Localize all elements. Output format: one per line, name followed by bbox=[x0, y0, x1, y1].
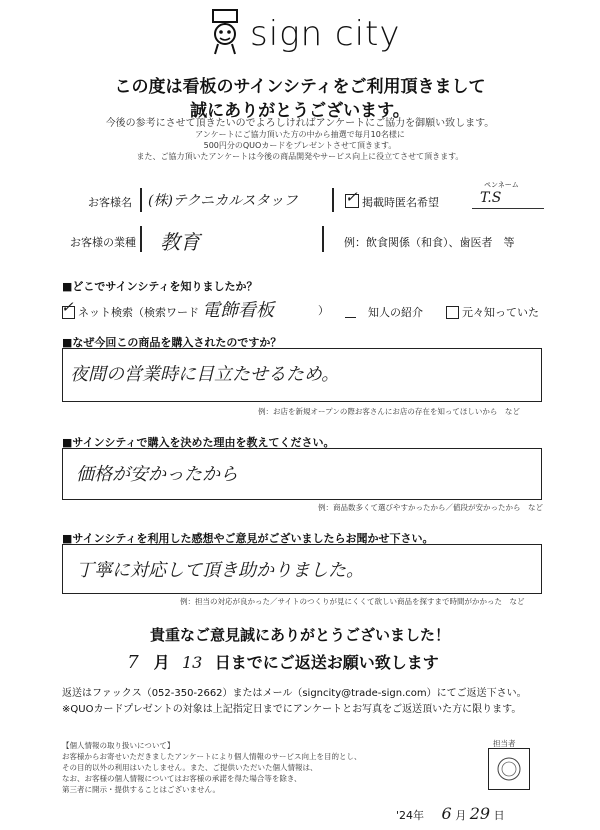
title-line2: 誠にありがとうございます。 bbox=[190, 101, 410, 121]
q3-hint: 例：商品数多くて選びやすかったから／値段が安かったから など bbox=[318, 503, 543, 512]
date-month-unit: 月 bbox=[455, 809, 467, 822]
q3-answer: 価格が安かったから bbox=[76, 464, 238, 485]
staff-stamp-box bbox=[488, 748, 530, 790]
intro-line3: 500円分のQUOカードをプレゼントさせて頂きます。 bbox=[203, 141, 397, 150]
q4-hint: 例：担当の対応が良かった／サイトのつくりが見にくくて欲しい商品を探すまで時間がかかった など bbox=[180, 597, 525, 606]
title-line1: この度は看板のサインシティをご利用頂きまして bbox=[114, 77, 486, 97]
intro-line1: 今後の参考にさせて頂きたいのでよろしければアンケートにご協力を御願い致します。 bbox=[105, 118, 495, 129]
quo-line: ※QUOカードプレゼントの対象は上記指定日までにアンケートとお写真をご返送頂いた方に限ります。 bbox=[62, 704, 522, 715]
deadline-month: 7 bbox=[127, 652, 139, 673]
q4-answer: 丁寧に対応して頂き助かりました。 bbox=[76, 560, 364, 581]
penname-value: T.S bbox=[480, 190, 502, 206]
deadline-month-unit: 月 bbox=[153, 653, 170, 672]
date-row bbox=[396, 804, 505, 823]
q2-hint: 例：お店を新規オープンの際お客さんにお店の存在を知ってほしいから など bbox=[258, 407, 520, 416]
q3-title: ■サインシティで購入を決めた理由を教えてください。 bbox=[62, 436, 335, 449]
q2-answer: 夜間の営業時に目立たせるため。 bbox=[70, 364, 340, 385]
intro bbox=[0, 118, 600, 162]
return-line: 返送はファックス（052-350-2662）またはメール（signcity@trade-sign.com）にてご返送下さい。 bbox=[62, 688, 527, 699]
industry-value: 教育 bbox=[160, 230, 200, 254]
privacy-line4: 第三者に開示・提供することはございません。 bbox=[62, 785, 220, 794]
logo-text: sign city bbox=[250, 14, 401, 54]
q1-opt1-check-icon: ✓ bbox=[61, 298, 74, 316]
thanks-text: 貴重なご意見誠にありがとうございました！ bbox=[149, 626, 450, 644]
customer-name-label: お客様名 bbox=[88, 196, 132, 209]
q1-title: ■どこでサインシティを知りましたか？ bbox=[62, 280, 258, 293]
deadline-day: 13 bbox=[181, 653, 203, 672]
penname-label: ペンネーム bbox=[484, 181, 519, 189]
deadline-row bbox=[118, 650, 439, 673]
customer-name-value: (株)テクニカルスタッフ bbox=[148, 193, 298, 209]
privacy-line2: その目的以外の利用はいたしません。また、ご提供いただいた個人情報は、 bbox=[62, 763, 318, 772]
date-year: '24年 bbox=[396, 809, 425, 822]
intro-line4: また、ご協力頂いたアンケートは今後の商品開発やサービス向上に役立てさせて頂きます。 bbox=[136, 152, 464, 161]
q4-title: ■サインシティを利用した感想やご意見がございましたらお聞かせ下さい。 bbox=[62, 532, 434, 545]
q2-title: ■なぜ今回この商品を購入されたのですか？ bbox=[62, 336, 282, 349]
privacy-line1: お客様からお寄せいただきましたアンケートにより個人情報のサービス向上を目的とし、 bbox=[62, 752, 362, 761]
deadline-text: 日までにご返送お願い致します bbox=[214, 653, 439, 672]
industry-label: お客様の業種 bbox=[70, 236, 136, 249]
date-month: 6 bbox=[441, 804, 452, 823]
penname-field[interactable] bbox=[472, 208, 544, 209]
logo-mascot bbox=[205, 8, 245, 56]
q1-opt2-checkbox[interactable] bbox=[345, 306, 356, 318]
anonymous-label: 掲載時匿名希望 bbox=[362, 196, 439, 209]
q1-opt3-label: 元々知っていた bbox=[462, 306, 539, 319]
anonymous-check-icon: ✓ bbox=[345, 188, 358, 206]
q1-opt2-label: 知人の紹介 bbox=[368, 306, 423, 319]
privacy-block bbox=[62, 740, 392, 795]
staff-stamp-icon bbox=[489, 749, 529, 789]
date-day-unit: 日 bbox=[493, 809, 505, 822]
date-day: 29 bbox=[469, 804, 491, 823]
industry-example: 例：飲食関係（和食）、歯医者 等 bbox=[344, 236, 515, 249]
q1-opt1-value: 電飾看板 bbox=[202, 300, 274, 321]
q1-opt3-checkbox[interactable] bbox=[446, 306, 459, 319]
q1-opt1-label: ネット検索（検索ワード bbox=[78, 306, 199, 319]
q1-opt1-close: ） bbox=[318, 304, 329, 317]
intro-line2: アンケートにご協力頂いた方の中から抽選で毎月10名様に bbox=[195, 130, 405, 139]
privacy-line3: なお、お客様の個人情報についてはお客様の承諾を得た場合等を除き、 bbox=[62, 774, 302, 783]
staff-label: 担当者 bbox=[493, 739, 516, 748]
privacy-title: 【個人情報の取り扱いについて】 bbox=[62, 741, 175, 750]
